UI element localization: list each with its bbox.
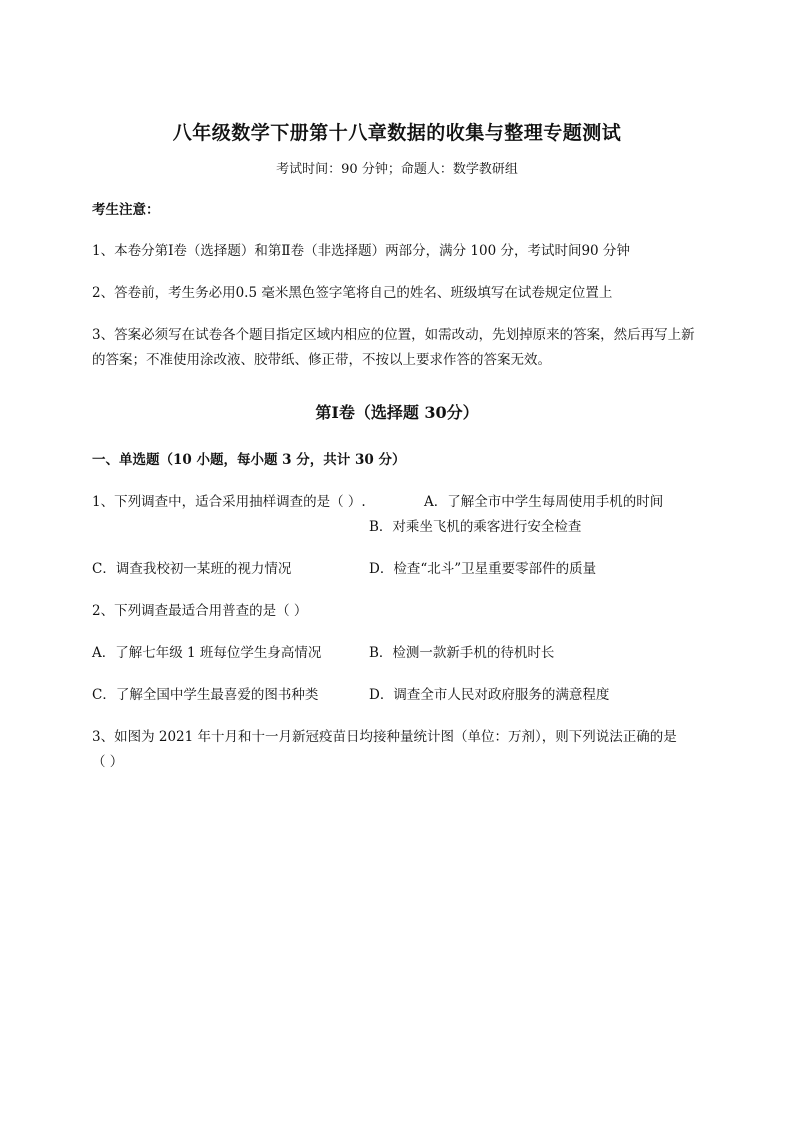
notice-item-2: 2、答卷前，考生务必用0.5 毫米黑色签字笔将自己的姓名、班级填写在试卷规定位置上: [92, 285, 613, 301]
question-2-option-a: A．了解七年级 1 班每位学生身高情况: [92, 645, 322, 661]
question-2-option-c: C．了解全国中学生最喜爱的图书种类: [92, 687, 319, 703]
question-3-stem-cont: （ ）: [92, 754, 124, 770]
notice-item-1: 1、本卷分第Ⅰ卷（选择题）和第Ⅱ卷（非选择题）两部分，满分 100 分，考试时间90 分钟: [92, 243, 630, 259]
question-2-option-d: D．调查全市人民对政府服务的满意程度: [369, 687, 610, 703]
part-heading: 一、单选题（10 小题，每小题 3 分，共计 30 分）: [92, 452, 406, 468]
page-title: 八年级数学下册第十八章数据的收集与整理专题测试: [172, 122, 622, 144]
notice-item-3: 3、答案必须写在试卷各个题目指定区域内相应的位置，如需改动，先划掉原来的答案，然后再写上新: [92, 327, 695, 343]
notice-heading: 考生注意：: [92, 202, 160, 218]
question-1-option-d: D．检查“北斗”卫星重要零部件的质量: [369, 561, 597, 577]
question-1-stem: 1、下列调查中，适合采用抽样调查的是（ ）.: [92, 494, 366, 510]
question-1-option-b: B．对乘坐飞机的乘客进行安全检查: [369, 519, 582, 535]
question-2-option-b: B．检测一款新手机的待机时长: [369, 645, 555, 661]
question-1-option-c: C．调查我校初一某班的视力情况: [92, 561, 292, 577]
notice-item-3-cont: 的答案；不准使用涂改液、胶带纸、修正带，不按以上要求作答的答案无效。: [92, 352, 551, 368]
question-1-option-a: A．了解全市中学生每周使用手机的时间: [424, 494, 664, 510]
exam-info: 考试时间：90 分钟；命题人：数学教研组: [276, 162, 518, 177]
question-3-stem: 3、如图为 2021 年十月和十一月新冠疫苗日均接种量统计图（单位：万剂），则下列说法正确的是: [92, 729, 677, 745]
question-2-stem: 2、下列调查最适合用普查的是（ ）: [92, 603, 308, 619]
section-title: 第Ⅰ卷（选择题 30分）: [315, 403, 479, 422]
